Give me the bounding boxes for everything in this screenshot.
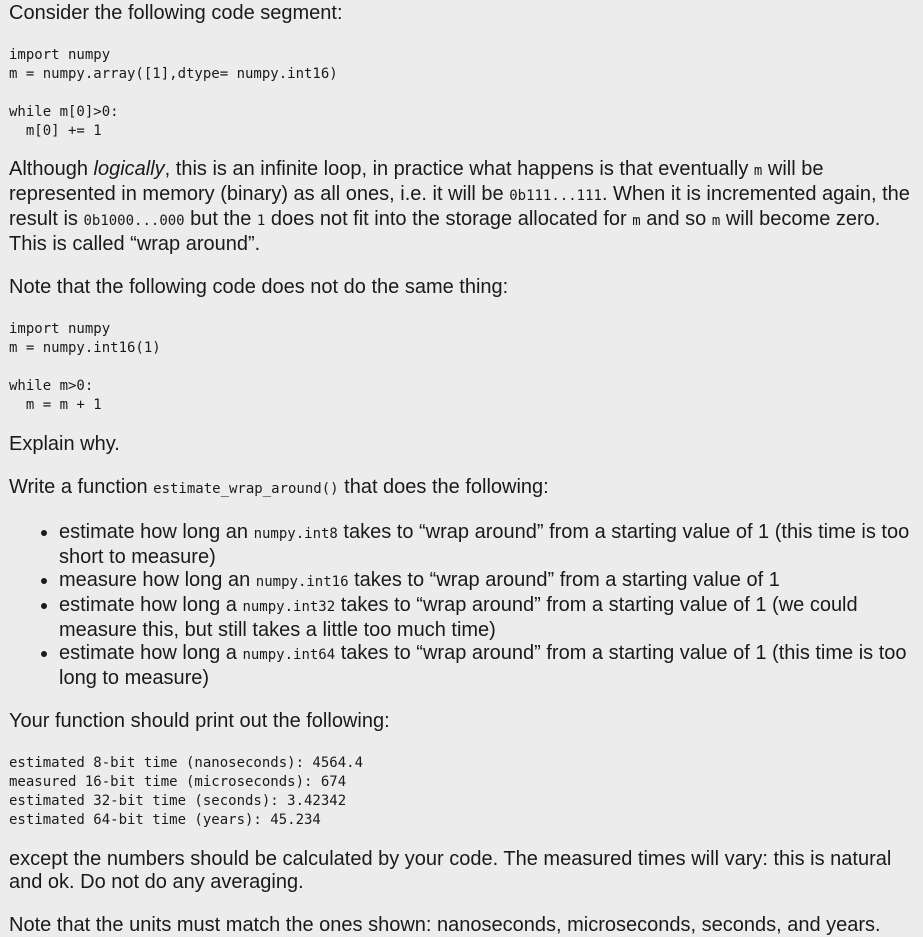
list-item: • estimate how long a numpy.int32 takes to “wrap around” from a starting value of 1 (we could measure this, but still takes a little too much time)	[59, 594, 915, 642]
inline-code-dtype: numpy.int8	[253, 526, 338, 542]
note-paragraph: Note that the following code does not do the same thing:	[9, 276, 509, 298]
task-list	[9, 521, 915, 690]
list-item: • estimate how long an numpy.int8 takes to “wrap around” from a starting value of 1 (this time is too short to measure)	[59, 521, 915, 569]
inline-code-dtype: numpy.int32	[242, 599, 336, 615]
inline-code-dtype: numpy.int64	[242, 647, 336, 663]
write-function-paragraph: Write a function estimate_wrap_around() that does the following:	[9, 476, 549, 498]
explain-paragraph: Explain why.	[9, 433, 120, 455]
code-block-array-loop: import numpy m = numpy.array([1],dtype= numpy.int16) while m[0]>0: m[0] += 1	[9, 47, 338, 139]
list-item: • measure how long an numpy.int16 takes to “wrap around” from a starting value of 1	[59, 569, 915, 594]
inline-code-ones: 0b111...111	[509, 188, 602, 204]
document	[0, 2, 923, 937]
inline-code-function-name: estimate_wrap_around()	[153, 481, 339, 497]
inline-code-m: m	[753, 163, 763, 179]
print-out-paragraph: Your function should print out the following:	[9, 710, 390, 732]
wrap-around-paragraph: Although logically, this is an infinite loop, in practice what happens is that eventually m will be represented in memory (binary) as all ones, i.e. it will be 0b111...111. When it is incremented again, the result is 0b1000...000 but the 1 does not fit into the storage allocated for m and so m will become zero. This is called “wrap around”.	[9, 158, 910, 255]
inline-code-zeros: 0b1000...000	[83, 213, 185, 229]
code-block-scalar-loop: import numpy m = numpy.int16(1) while m>0: m = m + 1	[9, 321, 161, 413]
units-note-paragraph: Note that the units must match the ones shown: nanoseconds, microseconds, seconds, and years.	[9, 914, 881, 936]
intro-paragraph: Consider the following code segment:	[9, 2, 343, 24]
emphasis-logically: logically	[93, 158, 165, 180]
except-paragraph: except the numbers should be calculated by your code. The measured times will vary: this is natural and ok. Do not do any averaging.	[9, 848, 892, 893]
inline-code-m: m	[711, 213, 721, 229]
inline-code-one: 1	[256, 213, 266, 229]
code-block-expected-output: estimated 8-bit time (nanoseconds): 4564.4 measured 16-bit time (microseconds): 674 estimated 32-bit time (seconds): 3.42342 estimated 64-bit time (years): 45.234	[9, 755, 364, 828]
inline-code-dtype: numpy.int16	[255, 574, 349, 590]
list-item: • estimate how long a numpy.int64 takes to “wrap around” from a starting value of 1 (this time is too long to measure)	[59, 642, 915, 690]
inline-code-m: m	[632, 213, 641, 229]
